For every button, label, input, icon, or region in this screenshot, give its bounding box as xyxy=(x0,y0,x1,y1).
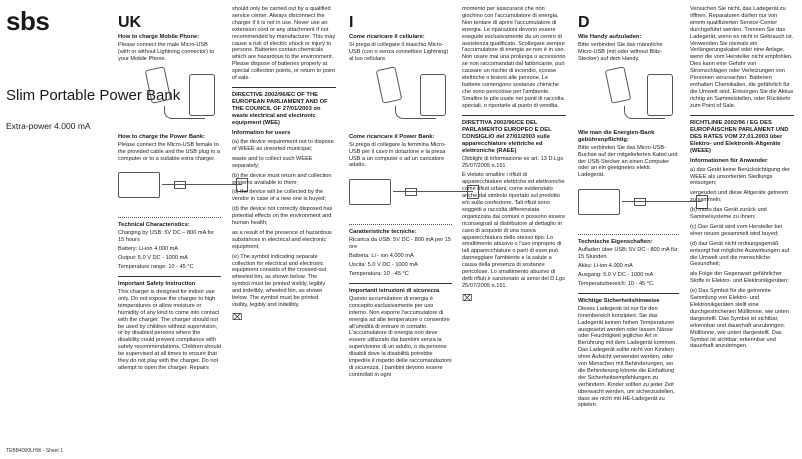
de-column xyxy=(578,6,679,412)
weee-item: (d) the device not correctly disposed has potential effects on the environment and human health; xyxy=(232,206,333,227)
de-heading: D xyxy=(578,14,590,31)
divider xyxy=(232,87,336,88)
crossed-out-wheeled-bin-icon: ⌧ xyxy=(462,292,473,303)
de-directive-title: RICHTLINIE 2002/96 / EG DES EUROPÄISCHEN PARLAMENT UND DES RATES VOM 27.01.2003 über Elektro- und Elektronik-Altgeräte (WEEE) xyxy=(690,119,789,154)
crossed-out-wheeled-bin-icon: ⌧ xyxy=(232,311,243,322)
it-column-continued xyxy=(462,6,566,305)
product-subtitle: Extra-power 4.000 mA xyxy=(6,121,91,131)
phone-icon xyxy=(376,66,403,103)
weee-item: vergeuden und diese Altgeräte getrennt zu sammeln; xyxy=(690,190,788,204)
phone-charging-illustration xyxy=(578,66,679,122)
uk-pb-title: How to charge the Power Bank: xyxy=(118,133,205,140)
weee-item: waste and to collect such WEEE separately; xyxy=(232,155,313,169)
micro-usb-plug-icon xyxy=(174,181,186,189)
phone-icon xyxy=(605,66,632,103)
de-safety-title: Wichtige Sicherheitshinweise xyxy=(578,297,660,304)
it-safety-title: Importanti istruzioni di sicurezza xyxy=(349,287,440,294)
footer-sheet: TEBB4000LHW - Sheet 1 xyxy=(6,448,63,454)
uk-safety-title: Important Safety Instruction xyxy=(118,280,196,287)
micro-usb-plug-icon xyxy=(405,188,417,196)
product-title: Slim Portable Power Bank xyxy=(6,87,181,104)
power-bank-icon xyxy=(578,189,620,215)
weee-item: (c) Das Gerät wird vom Hersteller bei einer neuen gesammelt wird buyed; xyxy=(690,223,783,237)
de-spec: Ausgang: 5.0 V DC - 1000 mA xyxy=(578,271,654,278)
it-directive-title: DIRETTIVA 2002/96/CE DEL PARLAMENTO EUROPEO E DEL CONSIGLIO del 27/01/2003 sulle apparecchiature elettriche ed elettroniche (RAEE) xyxy=(462,119,552,154)
it-weee-text: È vietato smaltire i rifiuti di apparecchiature elettriche ed elettroniche come rifiuti urbani, come evidenziato anche dal simbolo riportato sul prodotto e/o sulla confezione. Tali rifiuti sono soggetti a raccolta differenziata organizzata dai comuni o possono essere riconsegnati al distributore al dettaglio in caso di acquisto di una nuova apparecchiatura dello stesso tipo. Lo smaltimento abusivo o l'uso improprio di tali apparecchiature o parti di esse può danneggiare l'ambiente e la salute a causa della presenza di sostanze pericolose. Lo smaltimento abusivo di detti rifiuti è sanzionato ai sensi del D.Lgs 25/07/2005 n.151. xyxy=(462,172,566,289)
uk-spec: Charging by USB: 5V DC – 800 mA for 15 hours xyxy=(118,230,215,244)
power-bank-icon xyxy=(189,74,215,116)
uk-spec: Output: 5.0 V DC - 1000 mA xyxy=(118,255,188,262)
divider xyxy=(349,283,452,284)
weee-item: (e) Das Symbol für die getrennte Sammlung von Elektro- und Elektronikgeräten stellt eine durchgestrichenen Mülltonne, wie unten dargestellt. Das Symbol ist sichtbar, erkennbar und dauerhaft anzubringen. Mülltonne, wie unten dargestellt. Das Symbol ist sichtbar, erkennbar und dauerhaft anzubringen. xyxy=(690,288,789,350)
de-column-continued xyxy=(690,6,794,353)
uk-safety-text: This charger is designed for indoor use only. Do not expose the charger to high temperatures or allow moisture or humidity of any kind to come into contact with the charger. The charger should not be used by children without supervision, or by disabled persons where the disability could prevent compliance with safety recommendations. Children should be supervised at all times to ensure that they do not play with the charger. Do not attempt to open the charger. Repairs xyxy=(118,288,221,371)
usb-charging-illustration xyxy=(118,168,221,212)
weee-item: (b) muss das Gerät zurück und Sammelsysteme zu ihnen; xyxy=(690,207,767,221)
it-pb-text: Si prega di collegare la femmina Micro-USB per il cavo in dotazione e la presa USB a un computer o ad un caricatore adatto. xyxy=(349,141,446,169)
uk-tech-title: Technical Characteristics: xyxy=(118,222,190,229)
uk-column-continued xyxy=(232,6,336,324)
it-spec: Uscita: 5.0 V DC - 1000 mA xyxy=(349,262,418,269)
it-safety-text: Questo accumulatore di energia è concepito esclusivamente per uso interno. Non esporre l'accumulatore di energia ad alte temperature o consentire all'umidità di entrare in contatto. L'accumulatore di energia non deve essere utilizzato dai bambini senza la supervisione di un adulto, o da persone disabili dove la disabilità potrebbe impedire il rispetto delle raccomandazioni di sicurezza. I bambini devono essere controllati in ogni xyxy=(349,295,452,378)
it-spec: Batteria: Li - ion 4.000 mA xyxy=(349,253,414,260)
uk-safety-continued: should only be carried out by a qualified service center. Always disconnect the charger if it is not in use. Never use an extension cord or any attachment if not recommended by manufacturer. This may cause a risk of electric shock or injury to persons. Batteries contain chemicals which are hazardous to the environment. Please dispose of batteries properly at special collection points, or return to point of sale. xyxy=(232,6,336,82)
weee-item: (d) das Gerät nicht ordnungsgemäß entsorgt hat mögliche Auswirkungen auf die Umwelt und die menschliche Gesundheit; xyxy=(690,240,790,268)
uk-mobile-text: Please connect the male Micro-USB (with or without Lightning connector) to your Mobile Phone. xyxy=(118,42,215,62)
de-safety-text: Dieses Ladegerät ist nur für den Innenbereich konzipiert. Sie das Ladegerät keinen hohen Temperaturen ausgesetzt werden oder lassen Nässe oder Feuchtigkeit jeglicher Art in Berührung mit dem Ladegerät kommen. Das Ladegerät sollte nicht von Kindern ohne Aufsicht verwendet werden, oder von Menschen mit Behinderungen, wo die Behinderung könnte die Einhaltung der Sicherheitsempfehlungen zu verhindern. Kinder sollten zu jeder Zeit überwacht werden, um sicherzustellen, dass sie nicht mit HE-Ladegerät zu spielen. xyxy=(578,305,677,409)
it-tech-title: Caratteristiche tecniche: xyxy=(349,229,417,236)
weee-item: (a) the device requirement not to dispose of WEEE as unsorted municipal; xyxy=(232,138,334,152)
weee-item: as a result of the presence of hazardous substances in electrical and electronic equipment; xyxy=(232,229,332,250)
divider xyxy=(578,293,679,294)
divider xyxy=(578,234,679,235)
weee-item: (b) the device must return and collection systems available to them; xyxy=(232,172,332,186)
de-mobile-title: Wie Handy aufzuladen: xyxy=(578,34,642,40)
de-mobile-text: Bitte verbinden Sie das männliche Micro-USB (mit oder without Blitz-Stecker) auf dem Handy. xyxy=(578,42,663,62)
phone-charging-illustration xyxy=(118,66,221,122)
it-mobile-title: Come ricaricare il cellulare: xyxy=(349,34,425,40)
uk-pb-text: Please connect the Micro-USB female to the provided cable and the USB plug to a computer or to a suitable extra charger. xyxy=(118,141,221,162)
phone-charging-illustration xyxy=(349,66,452,122)
it-column xyxy=(349,6,452,382)
de-pb-text: Bitte verbinden Sie das Micro-USB-Buchse auf der mitgelieferten Kabel und der USB-Stecker an einen Computer oder an ein geeignetes elektr. Ladegerät. xyxy=(578,144,678,179)
uk-heading: UK xyxy=(118,14,142,31)
weee-item: a) das Gerät keine Berücksichtigung der WEEE als unsortierten Siedlungs entsorgen; xyxy=(690,166,790,187)
brand-logo: sbs xyxy=(6,6,50,36)
de-spec: Aufladen über USB: 5V DC - 800 mA für 15 Stunden xyxy=(578,247,678,261)
uk-column xyxy=(118,6,221,375)
usb-charging-illustration xyxy=(578,185,679,229)
de-info-users: Informationen für Anwender xyxy=(690,157,768,164)
it-obligations: Obblighi di informazione ex art. 13 D.Lgs 25/07/2005 n.151 xyxy=(462,155,564,169)
micro-usb-plug-icon xyxy=(634,198,646,206)
divider xyxy=(690,115,794,116)
de-pb-title: Wie man die Energien-Bank gebührenpflichtig: xyxy=(578,129,655,143)
uk-mobile-title: How to charge Mobile Phone: xyxy=(118,34,200,40)
it-spec: Temperatura: 10 - 45 °C xyxy=(349,270,409,277)
power-bank-icon xyxy=(118,172,160,198)
phone-icon xyxy=(145,66,172,103)
divider xyxy=(349,224,452,225)
it-safety-continued: momento per assicurarsi che non giochino con l'accumulatore di energia. Non tentare di aprire l'accumulatore di energia. Le riparazioni devono essere eseguite esclusivamente da un centro di assistenza qualificato. Scollegare sempre l'accumulatore di energia se non è in uso. Non usare mai una prolunga o accessorio se non raccomandati dal fabbricante, può causare un rischio di incendio, scosse elettriche o lesioni alle persone. Le batterie contengono sostanze chimiche che sono pericolose per l'ambiente. Smaltire le pile usate nei punti di raccolta speciali, o riportarle al punto di vendita. xyxy=(462,6,566,109)
de-spec: Temperaturbereich: 10 - 45 °C. xyxy=(578,280,655,287)
divider xyxy=(118,217,221,218)
it-heading: I xyxy=(349,14,354,31)
power-bank-icon xyxy=(420,74,446,116)
power-bank-icon xyxy=(647,74,673,116)
de-spec: Akku: Li-ion 4.000 mA xyxy=(578,263,633,270)
uk-spec: Temperature range: 10 - 45 °C xyxy=(118,264,194,271)
it-mobile-text: Si prega di collegare il maschio Micro-USB (con o senza connettore Lightning) al tuo cellulare. xyxy=(349,42,449,62)
power-bank-icon xyxy=(349,179,391,205)
weee-item: (e) The symbol indicating separate collection for electrical and electronic equipment consists of the crossed-out wheeled bin, as shown below. The symbol must be printed visibly, legibly and indelibly, wheeled bin, as shown below. The symbol must be printed visibly, legibly and indelibly. xyxy=(232,253,327,308)
divider xyxy=(118,276,221,277)
it-pb-title: Come ricaricare il Power Bank: xyxy=(349,133,435,140)
uk-spec: Battery: Li-ion 4.000 mA xyxy=(118,246,179,253)
divider xyxy=(462,115,566,116)
uk-info-users: Information for users xyxy=(232,129,291,136)
it-spec: Ricarica da USB: 5V DC - 800 mA per 15 ore xyxy=(349,237,451,251)
weee-item: als Folge der Gegenwart gefährlicher Stoffe in Elektro- und Elektronikgeräten; xyxy=(690,271,789,285)
weee-item: (c) the device will be collected by the vendor in case of a new one is buyed; xyxy=(232,189,326,203)
de-tech-title: Technische Eigenschaften: xyxy=(578,239,653,246)
de-safety-continued: Versuchen Sie nicht, das Ladegerät zu öffnen. Reparaturen dürfen nur von einem qualifizierten Service-Center durchgeführt werden. Trennen Sie das Ladegerät, wenn es nicht in Gebrauch ist. Verwenden Sie niemals ein Verlängerungskabel oder eine Anlage, wenn die vom Hersteller nicht empfohlen. Dies kann eine Gefahr von Stromschlägen oder Verletzungen von Personen verursachen. Batterien enthalten Chemikalien, die gefährlich für die Umwelt sind. Entsorgen Sie die Akkus richtig an Sammelstellen, oder Rückkehr zum Point of Sale. xyxy=(690,6,794,109)
uk-directive-title: DIRECTIVE 2002/96/EC OF THE EUROPEAN PARLIAMENT AND OF THE COUNCIL OF 27/01/2003 on waste electrical and electronic equipment (WEE) xyxy=(232,91,328,126)
usb-charging-illustration xyxy=(349,175,452,219)
